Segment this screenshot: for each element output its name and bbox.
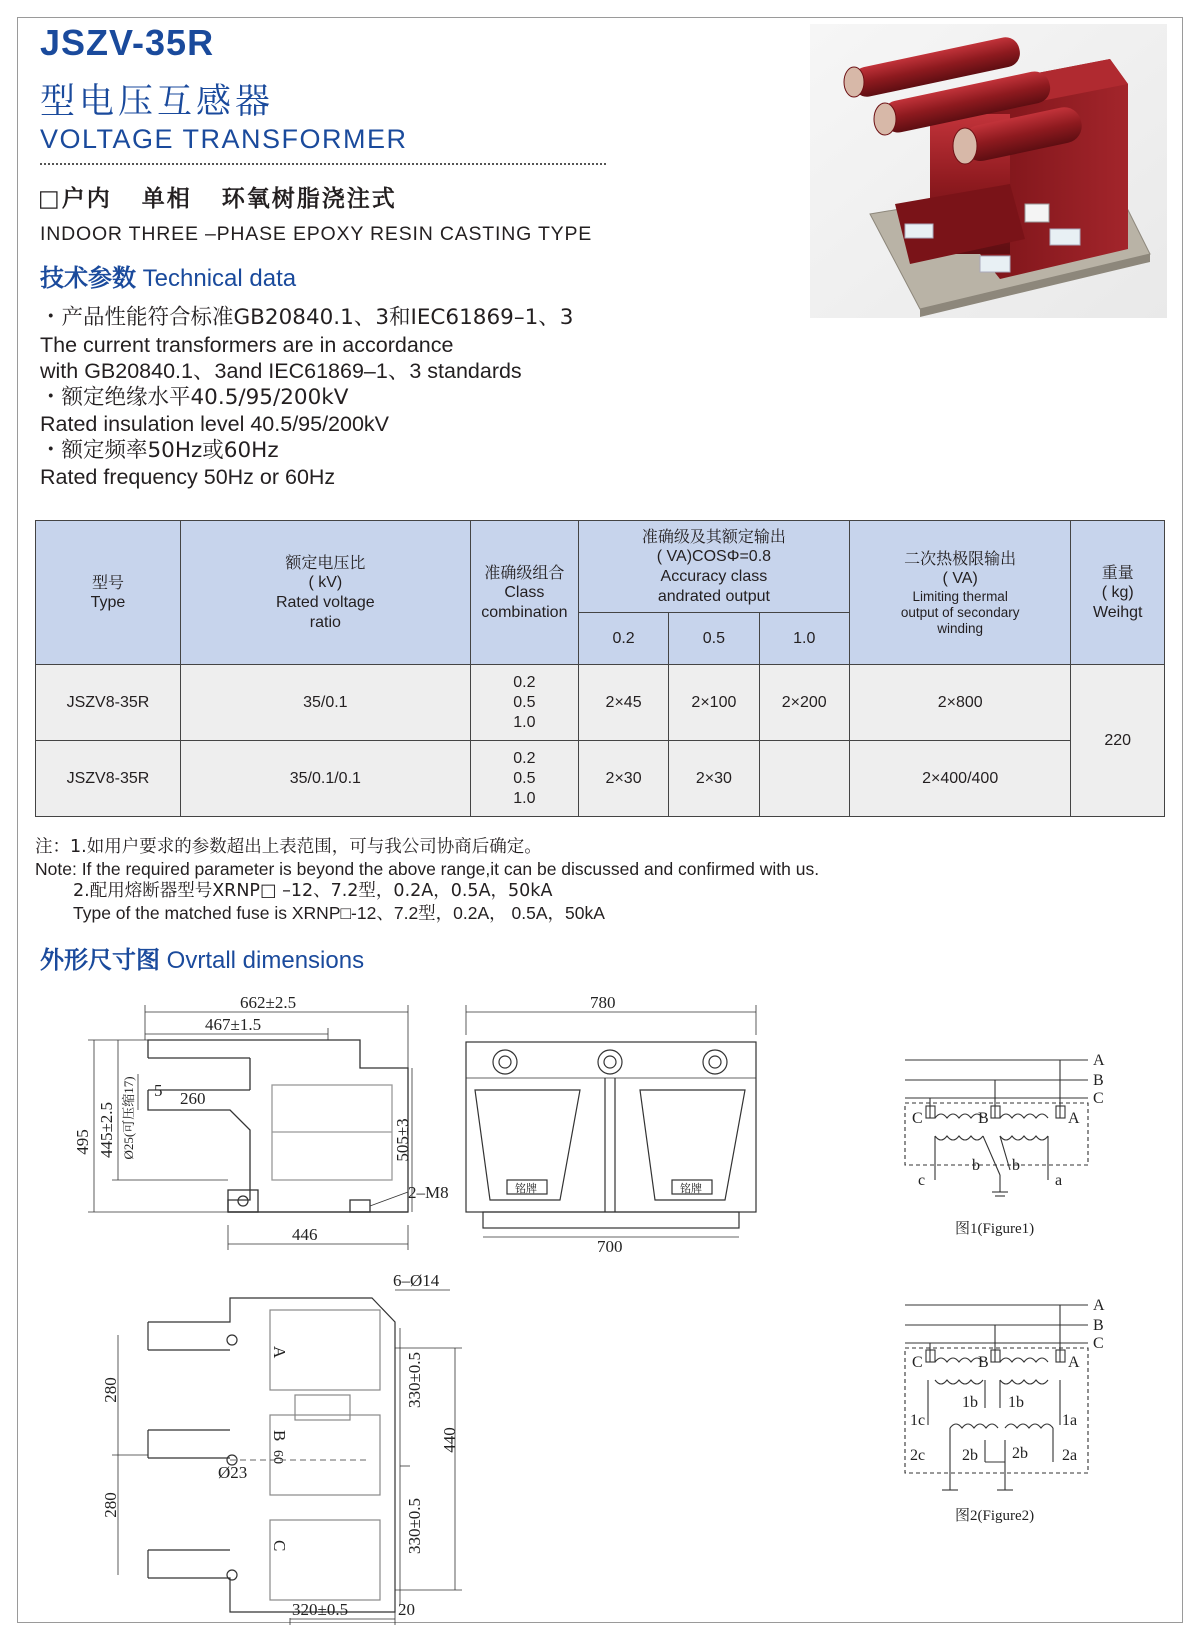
- phase-label: B: [1093, 1072, 1104, 1089]
- dim-label: 320±0.5: [292, 1600, 349, 1619]
- phase-mark: A: [270, 1346, 289, 1359]
- terminal-label: C: [912, 1110, 923, 1127]
- terminal-label: C: [912, 1354, 923, 1371]
- terminal-label: B: [978, 1354, 989, 1371]
- dim-label: 6–Ø14: [393, 1271, 440, 1290]
- phase-label: A: [1093, 1297, 1105, 1314]
- dim-label: 260: [180, 1089, 206, 1108]
- technical-heading-en: Technical data: [142, 265, 297, 292]
- phase-mark: B: [270, 1430, 289, 1442]
- cell-out10: [759, 741, 849, 817]
- cell-classes: 0.2 0.5 1.0: [470, 741, 578, 817]
- terminal-label: 1c: [910, 1412, 926, 1429]
- terminal-label: b: [972, 1157, 980, 1174]
- technical-heading: [40, 258, 296, 293]
- notes: [35, 836, 819, 924]
- header-accuracy: 准确级及其额定输出 ( VA)COSΦ=0.8 Accuracy class andrated output: [578, 521, 849, 613]
- dotted-divider: [40, 163, 606, 165]
- terminal-label: 1b: [1008, 1394, 1024, 1411]
- cell-out02: 2×45: [578, 665, 668, 741]
- table-row: [36, 665, 1165, 741]
- terminal-label: 2b: [962, 1447, 978, 1464]
- terminal-label: a: [1055, 1172, 1063, 1189]
- spec-line: The current transformers are in accordance: [40, 332, 454, 357]
- dim-label: 446: [292, 1225, 318, 1244]
- header-thermal: 二次热极限输出 ( VA) Limiting thermal output of secondary winding: [849, 521, 1071, 665]
- type-en: INDOOR THREE –PHASE EPOXY RESIN CASTING TYPE: [40, 223, 593, 245]
- spec-line: with GB20840.1、3and IEC61869–1、3 standards: [40, 359, 522, 383]
- dim-label: 5: [154, 1081, 163, 1100]
- note-line: Note: If the required parameter is beyond the above range,it can be discussed and confirmed with us.: [35, 859, 820, 879]
- header-ratio: 额定电压比 ( kV) Rated voltage ratio: [180, 521, 470, 665]
- terminal-label: 2a: [1062, 1447, 1078, 1464]
- phase-label: B: [1093, 1317, 1104, 1334]
- dimensions-heading-cn: 外形尺寸图: [40, 946, 160, 974]
- model-title: JSZV-35R: [40, 22, 215, 63]
- terminal-label: 1a: [1062, 1412, 1078, 1429]
- terminal-label: A: [1068, 1354, 1080, 1371]
- cell-ratio: 35/0.1/0.1: [180, 741, 470, 817]
- phase-label: C: [1093, 1090, 1104, 1107]
- dim-label: 445±2.5: [97, 1101, 116, 1159]
- cell-thermal: 2×400/400: [849, 741, 1071, 817]
- dim-label: 330±0.5: [405, 1497, 424, 1555]
- header-type: 型号 Type: [36, 521, 181, 665]
- terminal-label: 2b: [1012, 1445, 1028, 1462]
- dim-label: Ø23: [218, 1463, 248, 1482]
- dim-label: 495: [73, 1129, 92, 1155]
- header-acc-10: 1.0: [759, 613, 849, 665]
- table-row: [36, 741, 1165, 817]
- cell-type: JSZV8-35R: [36, 741, 181, 817]
- cell-weight: 220: [1071, 665, 1165, 817]
- technical-specs: [40, 305, 573, 491]
- terminal-label: A: [1068, 1110, 1080, 1127]
- header-class: 准确级组合 Class combination: [470, 521, 578, 665]
- cell-out10: 2×200: [759, 665, 849, 741]
- dim-label: 467±1.5: [205, 1015, 262, 1034]
- terminal-label: c: [918, 1172, 926, 1189]
- dim-label: 60: [270, 1450, 285, 1464]
- technical-heading-cn: 技术参数: [40, 264, 136, 292]
- dim-label: 20: [398, 1600, 415, 1619]
- note-line: 注：1.如用户要求的参数超出上表范围，可与我公司协商后确定。: [35, 837, 542, 857]
- dim-label: 280: [101, 1377, 120, 1403]
- type-cn: □户内 单相 环氧树脂浇注式: [38, 186, 397, 212]
- cell-out02: 2×30: [578, 741, 668, 817]
- dimensions-heading-en: Ovrtall dimensions: [166, 947, 365, 974]
- phase-mark: C: [270, 1540, 289, 1552]
- product-title-cn: 型电压互感器: [40, 82, 275, 122]
- dim-label: 280: [101, 1492, 120, 1518]
- spec-line: ・额定频率50Hz或60Hz: [40, 437, 279, 463]
- dim-label: Ø25(可压缩17): [121, 1076, 136, 1160]
- spec-line: Rated insulation level 40.5/95/200kV: [40, 412, 390, 436]
- note-line: 2.配用熔断器型号XRNP□ –12、7.2型，0.2A，0.5A，50kA: [73, 881, 553, 901]
- figure2-caption: 图2(Figure2): [955, 1508, 1035, 1524]
- dim-label: 700: [597, 1237, 623, 1256]
- header-acc-05: 0.5: [669, 613, 759, 665]
- dim-label: 505±3: [393, 1118, 412, 1162]
- dim-label: 2–M8: [408, 1183, 449, 1202]
- cell-thermal: 2×800: [849, 665, 1071, 741]
- terminal-label: B: [978, 1110, 989, 1127]
- header-weight: 重量 ( kg) Weihgt: [1071, 521, 1165, 665]
- dimensions-heading: [40, 940, 364, 975]
- phase-label: A: [1093, 1052, 1105, 1069]
- dim-label: 780: [590, 993, 616, 1012]
- nameplate-label: 铭牌: [515, 1183, 537, 1195]
- phase-label: C: [1093, 1335, 1104, 1352]
- dim-label: 330±0.5: [405, 1351, 424, 1409]
- figure1-caption: 图1(Figure1): [955, 1221, 1035, 1237]
- nameplate-label: 铭牌: [680, 1183, 702, 1195]
- dim-label: 662±2.5: [240, 993, 297, 1012]
- product-title-en: VOLTAGE TRANSFORMER: [40, 124, 408, 154]
- dim-label: 440: [440, 1427, 459, 1453]
- terminal-label: 1b: [962, 1394, 978, 1411]
- cell-classes: 0.2 0.5 1.0: [470, 665, 578, 741]
- terminal-label: 2c: [910, 1447, 926, 1464]
- spec-line: ・额定绝缘水平40.5/95/200kV: [40, 384, 349, 410]
- cell-type: JSZV8-35R: [36, 665, 181, 741]
- cell-out05: 2×100: [669, 665, 759, 741]
- spec-line: ・产品性能符合标准GB20840.1、3和IEC61869–1、3: [40, 305, 574, 330]
- spec-line: Rated frequency 50Hz or 60Hz: [40, 465, 336, 489]
- technical-table: [35, 520, 1165, 817]
- cell-out05: 2×30: [669, 741, 759, 817]
- terminal-label: b: [1012, 1157, 1020, 1174]
- note-line: Type of the matched fuse is XRNP□-12、7.2型，0.2A， 0.5A，50kA: [73, 903, 605, 923]
- header-acc-02: 0.2: [578, 613, 668, 665]
- cell-ratio: 35/0.1: [180, 665, 470, 741]
- product-photo: [810, 24, 1167, 318]
